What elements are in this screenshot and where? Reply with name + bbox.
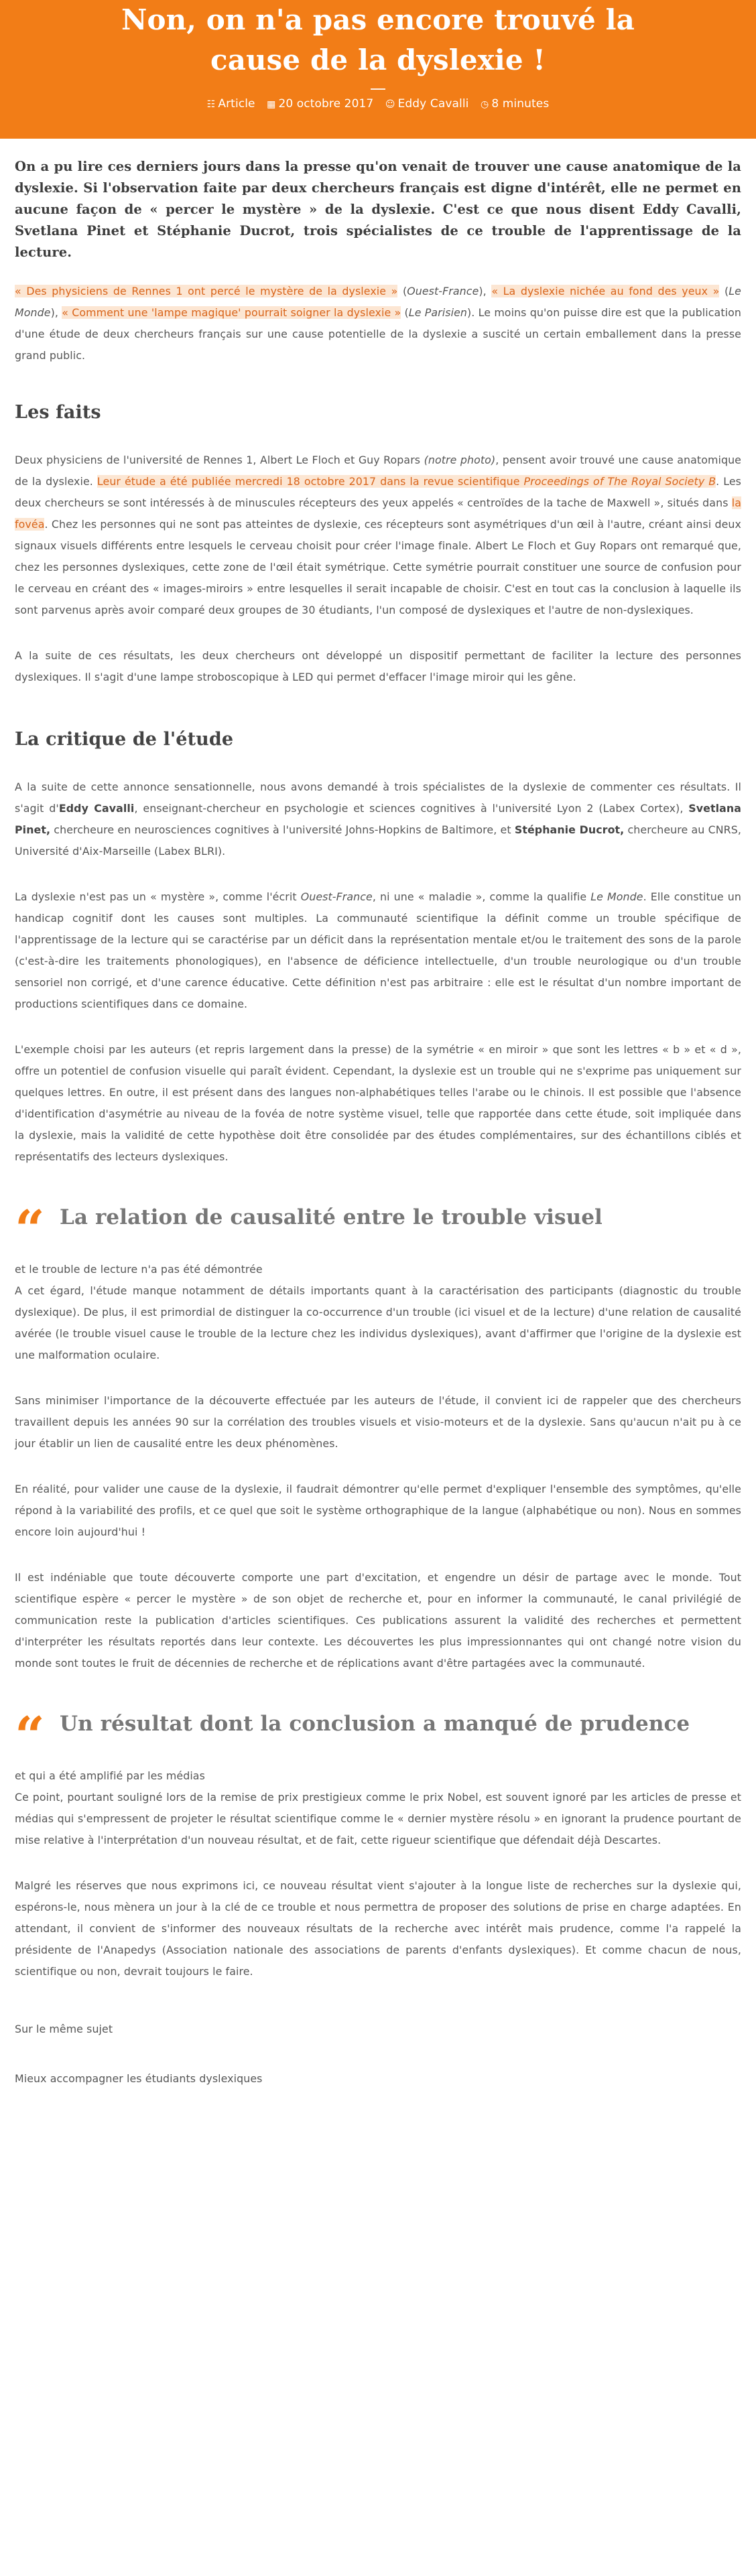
press-link-le-parisien[interactable]: « Comment une 'lampe magique' pourrait soigner la dyslexie »: [62, 306, 401, 319]
critique-text: , enseignant-chercheur en psychologie et sciences cognitives à l'université Lyon 2 (Labex Cortex),: [134, 802, 689, 815]
press-tail: . Le moins qu'on puisse dire est que la publication d'une étude de deux chercheurs français sur une cause potentielle de la dyslexie a suscité un certain emballement dans la presse grand public.: [15, 306, 741, 362]
meta-category[interactable]: [207, 97, 255, 111]
prudence-paragraph-1: Ce point, pourtant souligné lors de la remise de prix prestigieux comme le prix Nobel, est souvent ignoré par les articles de presse et médias qui s'empressent de projeter le résultat scientifique comme le « dernier mystère résolu » en ignorant la prudence pourtant de mise relative à l'interprétation d'un nouveau résultat, et de fait, cette rigueur scientifique que défendait déjà Descartes.: [15, 1791, 741, 1846]
press-source: Ouest-France: [407, 285, 479, 297]
expert-name: Svetlana Pinet,: [15, 802, 742, 836]
faits-text: Deux physiciens de l'université de Rennes 1, Albert Le Floch et Guy Ropars: [15, 454, 424, 466]
photo-note: (notre photo): [424, 454, 496, 466]
user-icon: ☺: [385, 99, 395, 110]
pullquote-continuation: et le trouble de lecture n'a pas été démontrée: [15, 1263, 263, 1276]
faits-paragraph-2: A la suite de ces résultats, les deux chercheurs ont développé un dispositif permettant de faciliter la lecture des personnes dyslexiques. Il s'agit d'une lampe stroboscopique à LED qui permet d'effacer l'image miroir qui les gêne.: [15, 649, 741, 683]
pullquote-prudence: [15, 1706, 741, 1767]
pullquote-title: Un résultat dont la conclusion a manqué de prudence: [59, 1712, 690, 1736]
fovea-link[interactable]: la fovéa: [15, 496, 741, 531]
article-icon: ☷: [206, 99, 216, 110]
article-title: [0, 0, 756, 80]
press-source: Ouest-France: [300, 890, 373, 903]
critique-paragraph-1: [15, 776, 741, 862]
expert-name: Eddy Cavalli: [58, 802, 135, 815]
critique-text: . Elle constitue un handicap cognitif dont les causes sont multiples. La communauté scientifique la définit comme un trouble spécifique de l'apprentissage de la lecture qui se caractérise par un déficit dans la représentation mentale et/ou le traitement des sons de la parole (c'est-à-dire les traitements phonologiques), en l'absence de déficience intellectuelle, d'un trouble neurologique ou d'un trouble sensoriel non corrigé, et d'une carence éducative. Cette définition n'est pas arbitraire : elle est le résultat d'un nombre important de productions scientifiques dans ce domaine.: [15, 890, 741, 1010]
faits-text: . Les deux chercheurs se sont intéressés à de minuscules récepteurs des yeux appelés « centroïdes de la tache de Maxwell », situés dans: [15, 475, 742, 509]
meta-date: [267, 97, 373, 111]
article-header: [0, 0, 756, 139]
meta-read-time: [481, 97, 549, 111]
pullquote-title: La relation de causalité entre le trouble visuel: [59, 1205, 603, 1229]
critique-text: La dyslexie n'est pas un « mystère », comme l'écrit: [15, 890, 301, 903]
press-source: Le Parisien: [408, 306, 467, 319]
press-source: Le Monde: [15, 285, 741, 319]
critique-text: chercheure au CNRS, Université d'Aix-Marseille (Labex BLRI).: [15, 823, 741, 858]
article-body: [0, 139, 756, 2116]
faits-text: . Chez les personnes qui ne sont pas atteintes de dyslexie, ces récepteurs sont asymétriques d'un œil à l'autre, créant ainsi deux signaux visuels différents entre lesquels le cerveau choisit pour créer l'image finale. Albert Le Floch et Guy Ropars ont remarqué que, chez les personnes dyslexiques, cette zone de l'œil était symétrique. Cette symétrie pourrait constituer une source de confusion pour le cerveau en créant des « images-miroirs » entre lesquelles il serait incapable de choisir. C'est en tout cas la conclusion à laquelle ils sont parvenus après avoir comparé deux groupes de 30 étudiants, l'un composé de dyslexiques et l'autre de non-dyslexiques.: [15, 518, 741, 616]
press-link-le-monde[interactable]: « La dyslexie nichée au fond des yeux »: [491, 285, 720, 297]
meta-read-time-label: 8 minutes: [491, 97, 550, 111]
expert-name: Stéphanie Ducrot,: [514, 823, 625, 836]
pullquote-causalite: [15, 1199, 741, 1260]
quote-icon: “: [15, 1706, 45, 1767]
press-paragraph: « Des physiciens de Rennes 1 ont percé le mystère de la dyslexie » (Ouest-France), « La dyslexie nichée au fond des yeux » (Le Monde), « Comment une 'lampe magique' pourrait soigner la dyslexie » (Le Parisien). Le moins qu'on puisse dire est que la publication d'une étude de deux chercheurs français sur une cause potentielle de la dyslexie a suscité un certain emballement dans la presse grand public.: [15, 285, 741, 362]
faits-text: , pensent avoir trouvé une cause anatomique de la dyslexie.: [15, 454, 742, 488]
study-link[interactable]: [97, 475, 716, 488]
critique-text: , ni une « maladie », comme la qualifie: [372, 890, 591, 903]
press-source: Le Monde: [590, 890, 643, 903]
pullquote-continuation: et qui a été amplifié par les médias: [15, 1769, 205, 1782]
causalite-paragraph-2: Sans minimiser l'importance de la découverte effectuée par les auteurs de l'étude, il convient ici de rappeler que des chercheurs travaillent depuis les années 90 sur la corrélation des troubles visuels et visio-moteurs et de la dyslexie. Sans qu'aucun n'ait pu à ce jour établir un lien de causalité entre les deux phénomènes.: [15, 1394, 741, 1450]
clock-icon: ◷: [481, 99, 489, 110]
related-article-link[interactable]: Mieux accompagner les étudiants dyslexiques: [15, 2072, 263, 2085]
same-subject-label: Sur le même sujet: [15, 2023, 113, 2035]
critique-paragraph-3: L'exemple choisi par les auteurs (et repris largement dans la presse) de la symétrie « en miroir » que sont les lettres « b » et « d », offre un potentiel de confusion visuelle qui paraît évident. Cependant, la dyslexie est un trouble qui ne s'exprime pas uniquement sur quelques lettres. En outre, il est présent dans des langues non-alphabétiques telles l'arabe ou le chinois. Il est possible que l'absence d'identification d'asymétrie au niveau de la fovéa de notre système visuel, telle que rapportée dans cette étude, soit impliquée dans la dyslexie, mais la validité de cette hypothèse doit être consolidée par des études complémentaires, sur des échantillons ciblés et représentatifs des lecteurs dyslexiques.: [15, 1043, 741, 1163]
critique-text: chercheure en neurosciences cognitives à l'université Johns-Hopkins de Baltimore, et: [50, 823, 515, 836]
study-link-text: Leur étude a été publiée mercredi 18 octobre 2017 dans la revue scientifique: [97, 475, 524, 488]
article-lead: On a pu lire ces derniers jours dans la presse qu'on venait de trouver une cause anatomique de la dyslexie. Si l'observation faite par deux chercheurs français est digne d'intérêt, elle ne permet en aucune façon de « percer le mystère » de la dyslexie. C'est ce que nous disent Eddy Cavalli, Svetlana Pinet et Stéphanie Ducrot, trois spécialistes de ce trouble de l'apprentissage de la lecture.: [15, 159, 741, 260]
critique-paragraph-2: [15, 886, 741, 1015]
section-heading-faits: Les faits: [15, 402, 101, 423]
causalite-paragraph-3: En réalité, pour valider une cause de la dyslexie, il faudrait démontrer qu'elle permet d'expliquer l'ensemble des symptômes, qu'elle répond à la variabilité des profils, et ce quel que soit le système orthographique de la langue (alphabétique ou non). Nous en sommes encore loin aujourd'hui !: [15, 1483, 741, 1538]
meta-date-label: 20 octobre 2017: [278, 97, 374, 111]
faits-paragraph-1: [15, 450, 741, 621]
article-meta: [0, 95, 756, 113]
title-divider: [371, 88, 385, 90]
causalite-paragraph-1: A cet égard, l'étude manque notamment de détails importants quant à la caractérisation des participants (diagnostic du trouble dyslexique). De plus, il est primordial de distinguer la co-occurrence d'un trouble (ici visuel et de la lecture) d'une relation de causalité avérée (le trouble visuel cause le trouble de la lecture chez les individus dyslexiques), avant d'affirmer que l'origine de la dyslexie est une malformation oculaire.: [15, 1284, 741, 1361]
calendar-icon: ▦: [267, 99, 276, 110]
journal-name: Proceedings of The Royal Society B: [523, 475, 716, 488]
title-line-1: Non, on n'a pas encore trouvé la: [121, 3, 635, 36]
section-heading-critique: La critique de l'étude: [15, 729, 234, 750]
meta-category-label: Article: [218, 97, 255, 111]
title-line-2: cause de la dyslexie !: [210, 44, 546, 76]
meta-author[interactable]: [385, 97, 469, 111]
quote-icon: “: [15, 1199, 45, 1260]
prudence-paragraph-2: Malgré les réserves que nous exprimons ici, ce nouveau résultat vient s'ajouter à la longue liste de recherches sur la dyslexie qui, espérons-le, nous mènera un jour à la clé de ce trouble et nous permettra de proposer des solutions de prise en charge adaptées. En attendant, il convient de s'informer des nouveaux résultats de la recherche avec intérêt mais prudence, comme l'a rappelé la présidente de l'Anapedys (Association nationale des associations de parents d'enfants dyslexiques). Et comme chacun de nous, scientifique ou non, devrait toujours le faire.: [15, 1879, 741, 1978]
meta-author-label: Eddy Cavalli: [397, 97, 469, 111]
critique-text: A la suite de cette annonce sensationnelle, nous avons demandé à trois spécialistes de la dyslexie de commenter ces résultats. Il s'agit d': [15, 781, 741, 815]
press-link-ouest-france[interactable]: « Des physiciens de Rennes 1 ont percé le mystère de la dyslexie »: [15, 285, 398, 297]
causalite-paragraph-4: Il est indéniable que toute découverte comporte une part d'excitation, et engendre un désir de partage avec le monde. Tout scientifique espère « percer le mystère » de son objet de recherche et, pour en informer la communauté, le canal privilégié de communication reste la publication d'articles scientifiques. Ces publications assurent la validité des recherches et permettent d'interpréter les résultats reportés dans leur contexte. Les découvertes les plus impressionnantes qui ont changé notre vision du monde sont toutes le fruit de décennies de recherche et de réplications avant d'être partagées avec la communauté.: [15, 1571, 741, 1670]
